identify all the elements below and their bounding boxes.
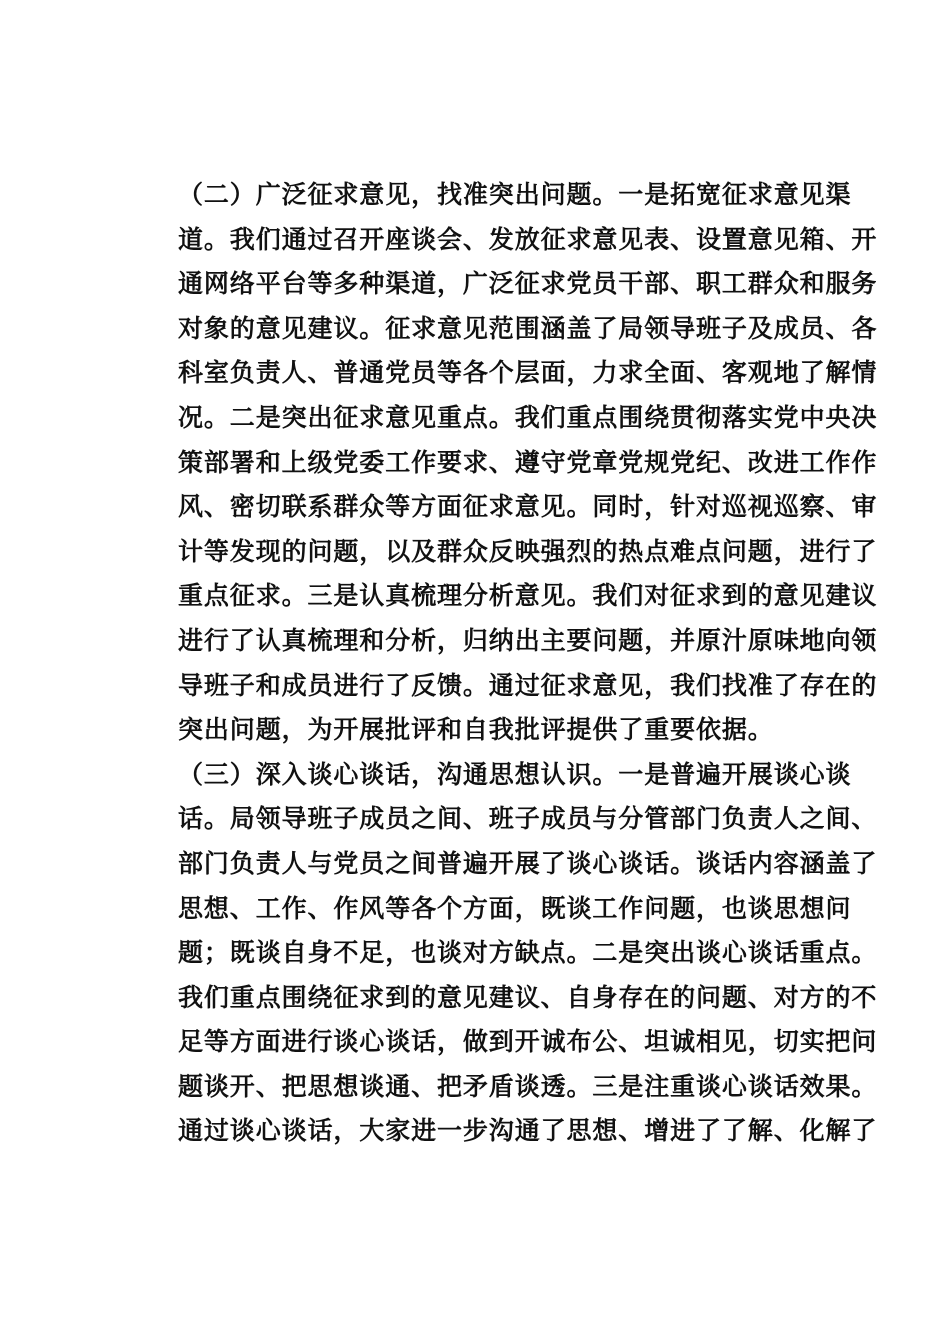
paragraph-line: 计等发现的问题，以及群众反映强烈的热点难点问题，进行了 <box>178 536 878 566</box>
paragraph-2-solicit-opinions <box>128 173 878 753</box>
paragraph-line: 部门负责人与党员之间普遍开展了谈心谈话。谈话内容涵盖了 <box>178 848 878 878</box>
paragraph-line: （三）深入谈心谈话，沟通思想认识。一是普遍开展谈心谈 <box>178 759 852 789</box>
paragraph-line: 思想、工作、作风等各个方面，既谈工作问题，也谈思想问 <box>178 893 852 923</box>
paragraph-line: 重点征求。三是认真梳理分析意见。我们对征求到的意见建议 <box>178 581 878 611</box>
paragraph-line: 题谈开、把思想谈通、把矛盾谈透。三是注重谈心谈话效果。 <box>178 1071 878 1101</box>
paragraph-line: 科室负责人、普通党员等各个层面，力求全面、客观地了解情 <box>178 358 878 388</box>
paragraph-line: 通网络平台等多种渠道，广泛征求党员干部、职工群众和服务 <box>178 269 878 299</box>
paragraph-line: 我们重点围绕征求到的意见建议、自身存在的问题、对方的不 <box>178 982 878 1012</box>
paragraph-line: 突出问题，为开展批评和自我批评提供了重要依据。 <box>178 715 774 745</box>
paragraph-line: 进行了认真梳理和分析，归纳出主要问题，并原汁原味地向领 <box>178 625 878 655</box>
paragraph-line: 导班子和成员进行了反馈。通过征求意见，我们找准了存在的 <box>178 670 878 700</box>
paragraph-line: 话。局领导班子成员之间、班子成员与分管部门负责人之间、 <box>178 804 878 834</box>
paragraph-line: 策部署和上级党委工作要求、遵守党章党规党纪、改进工作作 <box>178 447 878 477</box>
paragraph-line: 风、密切联系群众等方面征求意见。同时，针对巡视巡察、审 <box>178 492 878 522</box>
paragraph-line: 道。我们通过召开座谈会、发放征求意见表、设置意见箱、开 <box>178 224 878 254</box>
paragraph-line: 足等方面进行谈心谈话，做到开诚布公、坦诚相见，切实把问 <box>178 1027 878 1057</box>
paragraph-line: 通过谈心谈话，大家进一步沟通了思想、增进了了解、化解了 <box>178 1116 878 1146</box>
paragraph-line: 题；既谈自身不足，也谈对方缺点。二是突出谈心谈话重点。 <box>178 938 878 968</box>
paragraph-line: 对象的意见建议。征求意见范围涵盖了局领导班子及成员、各 <box>178 313 878 343</box>
document-body <box>128 173 878 1154</box>
paragraph-3-heart-to-heart-talks <box>128 753 878 1154</box>
paragraph-line: 况。二是突出征求意见重点。我们重点围绕贯彻落实党中央决 <box>178 402 878 432</box>
paragraph-line: （二）广泛征求意见，找准突出问题。一是拓宽征求意见渠 <box>178 180 852 209</box>
